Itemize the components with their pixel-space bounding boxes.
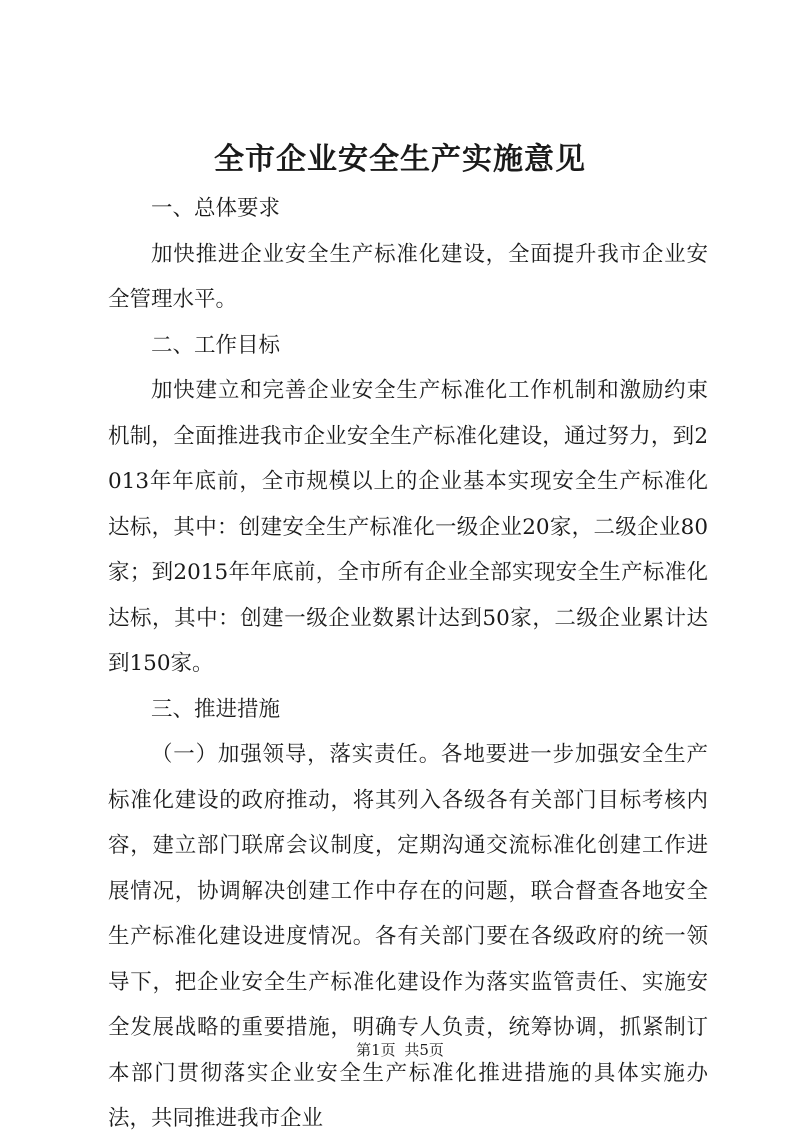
- section-heading-measures: 三、推进措施: [151, 696, 281, 722]
- page-number: 第1页: [356, 1041, 396, 1059]
- page-total: 共5页: [404, 1041, 444, 1059]
- document-body: [108, 186, 708, 1142]
- document-title: 全市企业安全生产实施意见: [214, 142, 586, 177]
- section-heading-requirements: 一、总体要求: [151, 196, 281, 221]
- page-footer: [0, 1040, 800, 1060]
- paragraph-measures-1: （一）加强领导，落实责任。各地要进一步加强安全生产标准化建设的政府推动，将其列入各级各有关部门目标考核内容，建立部门联席会议制度，定期沟通交流标准化创建工作进展情况，协调解决创建工作中存在的问题，联合督查各地安全生产标准化建设进度情况。各有关部门要在各级政府的统一领导下，把企业安全生产标准化建设作为落实监管责任、实施安全发展战略的重要措施，明确专人负责，统筹协调，抓紧制订本部门贯彻落实企业安全生产标准化推进措施的具体实施办法，共同推进我市企业: [108, 742, 708, 1131]
- paragraph-goals: 加快建立和完善企业安全生产标准化工作机制和激励约束机制，全面推进我市企业安全生产标准化建设，通过努力，到2013年年底前，全市规模以上的企业基本实现安全生产标准化达标，其中：创建安全生产标准化一级企业20家，二级企业80家；到2015年年底前，全市所有企业全部实现安全生产标准化达标，其中：创建一级企业数累计达到50家，二级企业累计达到150家。: [108, 378, 708, 676]
- section-heading-goals: 二、工作目标: [151, 332, 281, 358]
- paragraph-requirements: 加快推进企业安全生产标准化建设，全面提升我市企业安全管理水平。: [108, 241, 708, 312]
